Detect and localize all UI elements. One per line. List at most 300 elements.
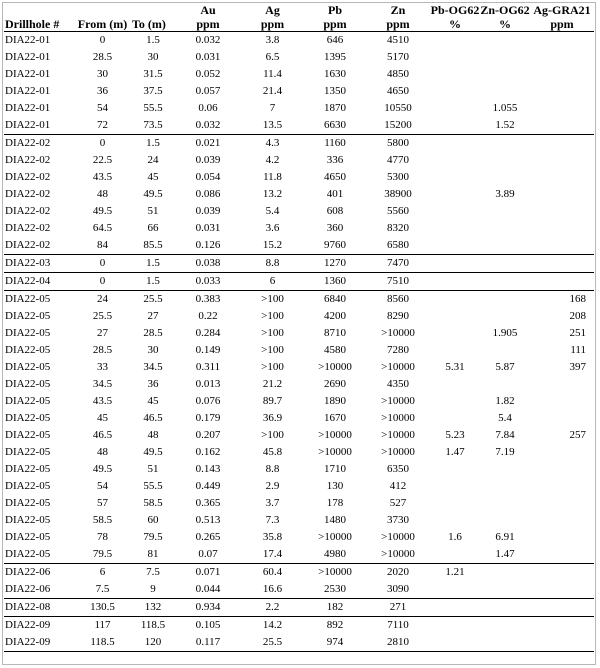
cell-pb-og62: 1.6 [448, 531, 462, 543]
cell-drillhole: DIA22-04 [4, 273, 74, 291]
cell-ag: 15.2 [262, 239, 283, 251]
cell-zn-og62: 1.905 [492, 327, 518, 339]
cell-pb: 1350 [324, 85, 346, 97]
cell-drillhole: DIA22-05 [5, 378, 51, 390]
cell-zn-og62 [480, 273, 530, 291]
cell-to: 60 [147, 514, 159, 526]
cell-from: 43.5 [92, 395, 113, 407]
table-row [4, 237, 594, 255]
table-header [4, 3, 594, 32]
cell-pb-og62 [430, 237, 480, 255]
cell-zn: 38900 [384, 188, 412, 200]
cell-from: 43.5 [92, 171, 113, 183]
cell-to: 118.5 [131, 617, 175, 635]
cell-ag: 2.9 [265, 480, 280, 492]
cell-pb: >10000 [304, 564, 366, 582]
cell-from: 48 [97, 446, 108, 458]
header-zn-unit: ppm [366, 17, 430, 32]
cell-au: 0.057 [195, 85, 221, 97]
cell-pb-og62 [430, 376, 480, 393]
cell-drillhole: DIA22-05 [5, 463, 51, 475]
cell-zn-og62 [480, 237, 530, 255]
header-cell [131, 3, 175, 17]
cell-ag: 13.5 [262, 119, 283, 131]
cell-ag: 21.2 [262, 378, 283, 390]
cell-from: 45 [97, 412, 108, 424]
cell-pb: 2690 [324, 378, 346, 390]
cell-zn-og62 [480, 512, 530, 529]
cell-au: 0.513 [195, 514, 221, 526]
cell-ag: 25.5 [241, 634, 304, 652]
cell-ag-gra21 [530, 478, 594, 495]
cell-pb: 1670 [324, 412, 346, 424]
cell-zn: 3090 [387, 583, 409, 595]
cell-pb: 4980 [324, 548, 346, 560]
cell-zn-og62: 1.47 [495, 548, 515, 560]
cell-ag: 89.7 [262, 395, 283, 407]
cell-zn-og62 [480, 461, 530, 478]
table-row [4, 529, 594, 546]
table-row [4, 427, 594, 444]
cell-zn-og62 [480, 220, 530, 237]
table-row [4, 135, 594, 153]
cell-zn: >10000 [381, 548, 415, 560]
cell-zn-og62 [480, 169, 530, 186]
cell-from: 78 [97, 531, 108, 543]
cell-drillhole: DIA22-02 [5, 154, 51, 166]
cell-ag-gra21 [530, 461, 594, 478]
cell-to: 85.5 [143, 239, 163, 251]
cell-to: 1.5 [131, 135, 175, 153]
cell-pb-og62 [430, 117, 480, 135]
cell-zn: 7280 [387, 344, 409, 356]
table-row [4, 308, 594, 325]
cell-ag-gra21 [530, 49, 594, 66]
cell-pb: 4200 [324, 310, 346, 322]
cell-pb: 360 [326, 222, 344, 234]
cell-au: 0.071 [175, 564, 241, 582]
cell-pb-og62 [430, 308, 480, 325]
cell-zn: 4770 [387, 154, 409, 166]
cell-pb: >10000 [318, 531, 352, 543]
cell-to: 28.5 [143, 327, 163, 339]
cell-pb-og62 [430, 546, 480, 564]
cell-drillhole: DIA22-05 [5, 412, 51, 424]
cell-pb: 8710 [324, 327, 346, 339]
cell-pb: 1890 [324, 395, 346, 407]
cell-zn-og62 [480, 135, 530, 153]
cell-pb-og62 [430, 393, 480, 410]
cell-pb: 1160 [304, 135, 366, 153]
cell-pb-og62: 5.23 [445, 429, 465, 441]
header-au-unit: ppm [175, 17, 241, 32]
cell-zn: 5560 [387, 205, 409, 217]
cell-au: 0.934 [175, 599, 241, 617]
header-pb-og62: Pb-OG62 [430, 3, 480, 17]
cell-au: 0.105 [175, 617, 241, 635]
table-row [4, 444, 594, 461]
cell-zn-og62 [480, 342, 530, 359]
cell-from: 0 [74, 135, 131, 153]
cell-ag: 5.4 [265, 205, 280, 217]
cell-zn: 412 [389, 480, 407, 492]
cell-pb: 2530 [324, 583, 346, 595]
cell-drillhole: DIA22-02 [5, 188, 51, 200]
cell-ag: 3.8 [265, 34, 280, 46]
cell-au: 0.033 [175, 273, 241, 291]
table-row [4, 342, 594, 359]
cell-pb: 1630 [324, 68, 346, 80]
cell-zn: 4850 [387, 68, 409, 80]
cell-ag-gra21: 168 [530, 291, 594, 309]
assay-results-table [4, 3, 594, 652]
cell-zn-og62 [480, 581, 530, 599]
cell-zn-og62: 7.84 [495, 429, 515, 441]
cell-zn: >10000 [381, 395, 415, 407]
cell-zn: 5800 [366, 135, 430, 153]
cell-ag-gra21 [530, 237, 594, 255]
cell-au: 0.207 [195, 429, 221, 441]
table-row [4, 66, 594, 83]
cell-zn-og62 [480, 83, 530, 100]
cell-ag: 17.4 [262, 548, 283, 560]
cell-zn-og62 [480, 152, 530, 169]
table-row [4, 617, 594, 635]
cell-au: 0.149 [195, 344, 221, 356]
cell-ag: 7 [269, 102, 276, 114]
header-from: From (m) [74, 17, 131, 32]
cell-zn: 3730 [387, 514, 409, 526]
cell-ag-gra21 [530, 32, 594, 50]
table-row [4, 117, 594, 135]
cell-to: 120 [131, 634, 175, 652]
cell-au: 0.032 [195, 119, 221, 131]
cell-ag: >100 [261, 361, 284, 373]
cell-ag: 35.8 [262, 531, 283, 543]
cell-from: 130.5 [74, 599, 131, 617]
table-row [4, 291, 594, 309]
cell-au: 0.365 [195, 497, 221, 509]
cell-drillhole: DIA22-02 [5, 171, 51, 183]
cell-ag: 11.8 [263, 171, 282, 183]
cell-pb: 1395 [324, 51, 346, 63]
cell-au: 0.383 [175, 291, 241, 309]
cell-pb: 1360 [304, 273, 366, 291]
cell-pb: 9760 [324, 239, 346, 251]
cell-pb: 336 [326, 154, 344, 166]
cell-to: 7.5 [131, 564, 175, 582]
cell-zn: 7110 [366, 617, 430, 635]
cell-zn: 2020 [366, 564, 430, 582]
cell-zn-og62 [480, 376, 530, 393]
table-row [4, 203, 594, 220]
cell-zn-og62 [480, 478, 530, 495]
table-row [4, 393, 594, 410]
cell-pb: >10000 [318, 361, 352, 373]
cell-from: 117 [74, 617, 131, 635]
cell-drillhole: DIA22-05 [5, 548, 51, 560]
cell-zn: 8290 [387, 310, 409, 322]
cell-drillhole: DIA22-06 [5, 583, 51, 595]
cell-zn: 6580 [387, 239, 409, 251]
table-row [4, 49, 594, 66]
cell-ag: 4.3 [241, 135, 304, 153]
table-row [4, 512, 594, 529]
cell-pb: >10000 [318, 429, 352, 441]
cell-au: 0.449 [195, 480, 221, 492]
cell-from: 49.5 [92, 463, 113, 475]
cell-ag-gra21 [530, 495, 594, 512]
cell-ag-gra21 [530, 135, 594, 153]
header-drillhole: Drillhole # [4, 17, 74, 32]
cell-drillhole: DIA22-05 [5, 344, 51, 356]
cell-zn-og62 [480, 634, 530, 652]
cell-ag-gra21: 208 [569, 310, 586, 322]
cell-ag: 3.7 [265, 497, 280, 509]
cell-ag-gra21 [530, 220, 594, 237]
cell-ag: 13.2 [262, 188, 283, 200]
cell-pb-og62 [430, 100, 480, 117]
cell-au: 0.265 [195, 531, 221, 543]
cell-to: 73.5 [143, 119, 163, 131]
cell-drillhole: DIA22-05 [5, 514, 51, 526]
cell-to: 79.5 [143, 531, 163, 543]
cell-ag: 11.4 [263, 68, 282, 80]
cell-pb: 401 [326, 188, 344, 200]
cell-au: 0.021 [175, 135, 241, 153]
cell-to: 58.5 [143, 497, 163, 509]
cell-from: 0 [99, 34, 106, 46]
cell-au: 0.117 [175, 634, 241, 652]
cell-pb: 4580 [324, 344, 346, 356]
cell-zn-og62 [480, 617, 530, 635]
cell-ag: >100 [261, 344, 284, 356]
cell-zn: 15200 [384, 119, 412, 131]
cell-zn-og62 [480, 495, 530, 512]
cell-from: 28.5 [92, 51, 113, 63]
cell-ag-gra21 [530, 617, 594, 635]
cell-pb-og62 [430, 152, 480, 169]
cell-pb-og62 [430, 255, 480, 273]
cell-drillhole: DIA22-05 [5, 310, 51, 322]
cell-from: 7.5 [95, 583, 110, 595]
cell-pb-og62 [430, 32, 480, 50]
cell-to: 24 [147, 154, 159, 166]
cell-zn-og62: 3.89 [495, 188, 515, 200]
table-row [4, 32, 594, 50]
cell-drillhole: DIA22-02 [4, 135, 74, 153]
cell-to: 48 [147, 429, 159, 441]
cell-ag-gra21 [530, 117, 594, 135]
cell-zn: 8320 [387, 222, 409, 234]
cell-ag: 8.8 [265, 463, 280, 475]
cell-zn: 2810 [366, 634, 430, 652]
cell-pb: 178 [326, 497, 344, 509]
cell-zn: >10000 [381, 446, 415, 458]
cell-from: 58.5 [92, 514, 113, 526]
cell-ag: 8.8 [241, 255, 304, 273]
cell-to: 25.5 [131, 291, 175, 309]
cell-drillhole: DIA22-05 [5, 480, 51, 492]
cell-ag: >100 [261, 310, 284, 322]
table-row [4, 152, 594, 169]
cell-from: 72 [97, 119, 108, 131]
header-zn-og62: Zn-OG62 [480, 3, 530, 17]
cell-zn: 5300 [387, 171, 409, 183]
cell-from: 84 [97, 239, 108, 251]
cell-zn: 5170 [387, 51, 409, 63]
cell-zn: 10550 [384, 102, 412, 114]
header-pb-unit: ppm [304, 17, 366, 32]
cell-au: 0.038 [175, 255, 241, 273]
cell-zn-og62 [480, 49, 530, 66]
cell-au: 0.031 [195, 222, 221, 234]
cell-ag-gra21 [530, 393, 594, 410]
cell-ag-gra21: 251 [569, 327, 586, 339]
header-to: To (m) [131, 17, 175, 32]
cell-ag: 45.8 [262, 446, 283, 458]
cell-zn-og62 [480, 308, 530, 325]
cell-ag-gra21 [530, 83, 594, 100]
cell-ag-gra21 [530, 152, 594, 169]
cell-to: 30 [147, 51, 159, 63]
cell-from: 0 [74, 273, 131, 291]
cell-pb-og62 [430, 49, 480, 66]
cell-pb-og62: 5.31 [445, 361, 465, 373]
cell-from: 28.5 [92, 344, 113, 356]
cell-pb: 130 [326, 480, 344, 492]
cell-zn-og62: 5.4 [498, 412, 512, 424]
cell-to: 1.5 [146, 34, 160, 46]
cell-zn: 7510 [366, 273, 430, 291]
header-ag-gra21-unit: ppm [530, 17, 594, 32]
cell-pb-og62 [430, 220, 480, 237]
cell-to: 49.5 [143, 188, 163, 200]
cell-drillhole: DIA22-06 [4, 564, 74, 582]
header-au: Au [200, 3, 216, 17]
header-ag-unit: ppm [241, 17, 304, 32]
cell-drillhole: DIA22-09 [4, 617, 74, 635]
cell-au: 0.311 [195, 361, 221, 373]
cell-ag-gra21 [530, 186, 594, 203]
cell-zn-og62: 6.91 [495, 531, 515, 543]
cell-pb-og62 [430, 634, 480, 652]
cell-pb: 6630 [324, 119, 346, 131]
cell-to: 66 [147, 222, 159, 234]
cell-pb-og62 [430, 169, 480, 186]
cell-ag: 7.3 [265, 514, 280, 526]
cell-ag-gra21 [530, 581, 594, 599]
cell-zn: >10000 [381, 327, 415, 339]
cell-ag-gra21 [530, 255, 594, 273]
cell-zn-og62 [480, 255, 530, 273]
cell-zn-og62: 1.055 [492, 102, 518, 114]
cell-au: 0.039 [195, 154, 221, 166]
cell-zn-og62 [480, 66, 530, 83]
cell-zn: 4350 [387, 378, 409, 390]
cell-ag: >100 [241, 291, 304, 309]
cell-pb-og62 [430, 273, 480, 291]
cell-zn: 4650 [387, 85, 409, 97]
cell-drillhole: DIA22-08 [4, 599, 74, 617]
cell-to: 55.5 [143, 102, 163, 114]
cell-ag-gra21: 111 [570, 344, 586, 356]
cell-ag-gra21 [530, 444, 594, 461]
cell-pb-og62 [430, 410, 480, 427]
cell-ag: 6.5 [265, 51, 280, 63]
cell-to: 36 [147, 378, 159, 390]
cell-drillhole: DIA22-05 [5, 327, 51, 339]
cell-from: 27 [97, 327, 108, 339]
cell-pb: 892 [304, 617, 366, 635]
cell-from: 25.5 [92, 310, 113, 322]
cell-drillhole: DIA22-02 [5, 239, 51, 251]
cell-zn: >10000 [381, 531, 415, 543]
cell-ag: 4.2 [265, 154, 280, 166]
cell-ag-gra21 [530, 169, 594, 186]
cell-drillhole: DIA22-01 [5, 119, 51, 131]
cell-au: 0.031 [195, 51, 221, 63]
cell-to: 45 [147, 395, 159, 407]
header-zn-og62-unit: % [480, 17, 530, 32]
table-body [4, 32, 594, 652]
cell-pb-og62 [430, 617, 480, 635]
cell-from: 6 [74, 564, 131, 582]
cell-zn: 4510 [387, 34, 409, 46]
cell-zn-og62 [480, 291, 530, 309]
cell-au: 0.07 [198, 548, 218, 560]
cell-ag-gra21 [530, 376, 594, 393]
cell-ag-gra21 [530, 546, 594, 564]
header-row-units [4, 17, 594, 32]
cell-to: 1.5 [131, 255, 175, 273]
cell-drillhole: DIA22-09 [4, 634, 74, 652]
cell-pb-og62 [430, 495, 480, 512]
cell-zn-og62: 7.19 [495, 446, 515, 458]
cell-au: 0.162 [195, 446, 221, 458]
table-row [4, 376, 594, 393]
cell-au: 0.22 [198, 310, 218, 322]
cell-zn: 6350 [387, 463, 409, 475]
cell-au: 0.086 [195, 188, 221, 200]
cell-au: 0.06 [198, 102, 218, 114]
cell-from: 54 [97, 102, 108, 114]
cell-to: 45 [147, 171, 159, 183]
table-row [4, 478, 594, 495]
cell-ag-gra21 [530, 599, 594, 617]
cell-ag-gra21 [530, 634, 594, 652]
cell-to: 132 [131, 599, 175, 617]
header-cell [74, 3, 131, 17]
cell-pb: 4650 [324, 171, 346, 183]
cell-ag: 36.9 [262, 412, 283, 424]
cell-pb-og62 [430, 342, 480, 359]
table-row [4, 255, 594, 273]
cell-ag-gra21: 397 [569, 361, 586, 373]
cell-from: 79.5 [92, 548, 113, 560]
header-zn: Zn [390, 3, 406, 17]
cell-pb-og62 [430, 66, 480, 83]
cell-from: 22.5 [92, 154, 113, 166]
cell-from: 118.5 [74, 634, 131, 652]
table-row [4, 186, 594, 203]
cell-pb: 1270 [304, 255, 366, 273]
cell-from: 33 [97, 361, 108, 373]
cell-zn-og62: 1.82 [495, 395, 515, 407]
cell-pb-og62 [430, 325, 480, 342]
table-row [4, 83, 594, 100]
table-row [4, 461, 594, 478]
